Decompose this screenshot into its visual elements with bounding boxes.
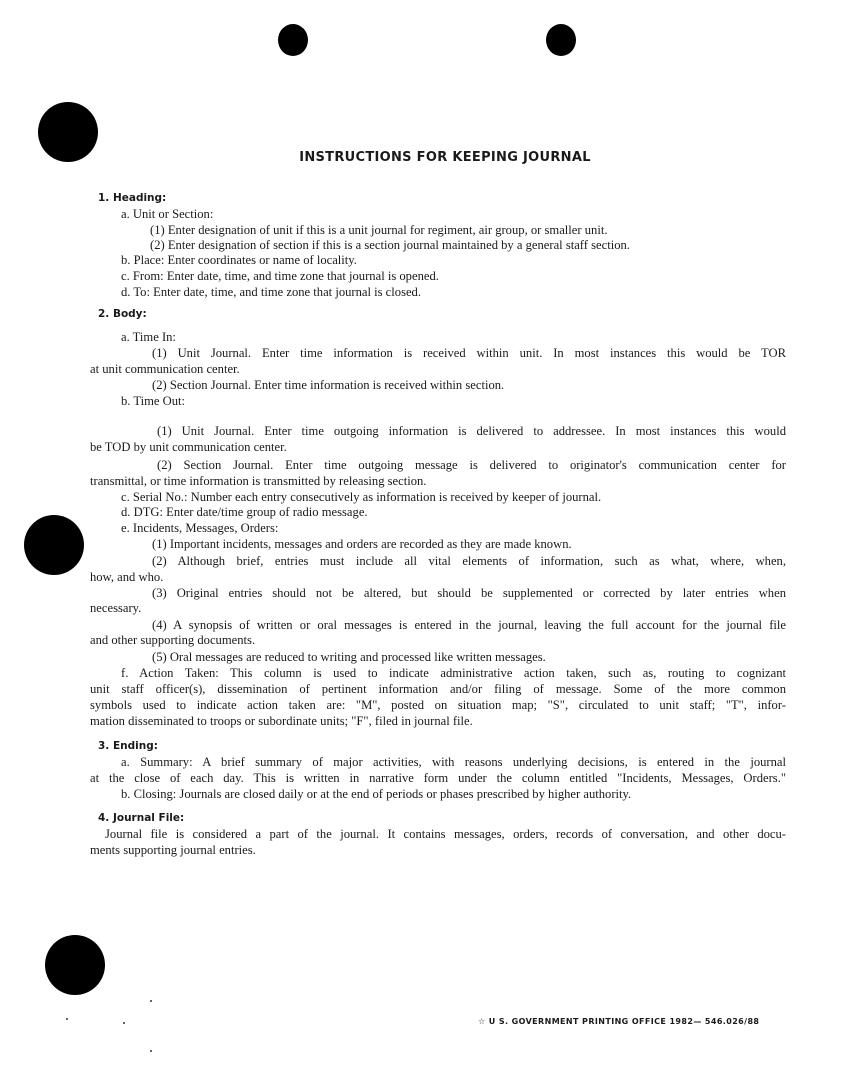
item-b: b. Time Out: bbox=[121, 394, 186, 408]
item-e2-cont: how, and who. bbox=[90, 570, 164, 584]
item-e: e. Incidents, Messages, Orders: bbox=[121, 521, 279, 535]
item-a-cont: at the close of each day. This is written in narrative form under the column entitled "Incidents, Messages, Orders." bbox=[90, 771, 786, 785]
scan-speck bbox=[66, 1018, 68, 1020]
punch-hole bbox=[546, 24, 576, 56]
item-b2-cont: transmittal, or time information is transmitted by releasing section. bbox=[90, 474, 427, 488]
section-heading-2: 2. Body: bbox=[98, 308, 147, 320]
section-heading-1: 1. Heading: bbox=[98, 192, 167, 204]
item-e1: (1) Important incidents, messages and orders are recorded as they are made known. bbox=[152, 537, 572, 551]
item-a1-cont: at unit communication center. bbox=[90, 362, 240, 376]
item-a2: (2) Enter designation of section if this is a section journal maintained by a general staff section. bbox=[150, 238, 630, 252]
item-e5: (5) Oral messages are reduced to writing and processed like written messages. bbox=[152, 650, 546, 664]
item-b: b. Closing: Journals are closed daily or at the end of periods or phases prescribed by higher authority. bbox=[121, 787, 632, 801]
punch-hole bbox=[45, 935, 105, 995]
punch-hole bbox=[24, 515, 84, 575]
section-heading-3: 3. Ending: bbox=[98, 740, 158, 752]
item-d: d. DTG: Enter date/time group of radio message. bbox=[121, 505, 368, 519]
item-a: a. Summary: A brief summary of major activities, with reasons underlying decisions, is entered in the journal bbox=[121, 755, 786, 769]
printing-office-footer: ☆ U S. GOVERNMENT PRINTING OFFICE 1982— 546.026/88 bbox=[478, 1017, 760, 1026]
item-e4-cont: and other supporting documents. bbox=[90, 633, 256, 647]
item-b1-cont: be TOD by unit communication center. bbox=[90, 440, 287, 454]
item-a2: (2) Section Journal. Enter time information is received within section. bbox=[152, 378, 505, 392]
item-c: c. From: Enter date, time, and time zone that journal is opened. bbox=[121, 269, 439, 283]
item-a1: (1) Enter designation of unit if this is a unit journal for regiment, air group, or smaller unit. bbox=[150, 223, 608, 237]
journal-file-text: Journal file is considered a part of the journal. It contains messages, orders, records of conversation, and other docu- bbox=[105, 827, 786, 841]
item-e4: (4) A synopsis of written or oral messages is entered in the journal, leaving the full account for the journal file bbox=[152, 618, 786, 632]
item-e3: (3) Original entries should not be altered, but should be supplemented or corrected by later entries when bbox=[152, 586, 786, 600]
item-d: d. To: Enter date, time, and time zone that journal is closed. bbox=[121, 285, 422, 299]
item-e2: (2) Although brief, entries must include all vital elements of information, such as what, where, when, bbox=[152, 554, 786, 568]
item-b: b. Place: Enter coordinates or name of locality. bbox=[121, 253, 357, 267]
scan-speck bbox=[150, 1050, 152, 1052]
item-f: f. Action Taken: This column is used to indicate administrative action taken, such as, routing to cognizant bbox=[121, 666, 786, 680]
journal-file-text-cont: ments supporting journal entries. bbox=[90, 843, 256, 857]
item-b1: (1) Unit Journal. Enter time outgoing information is delivered to addressee. In most instances this would bbox=[157, 424, 786, 438]
scan-speck bbox=[150, 1000, 152, 1002]
page-title: INSTRUCTIONS FOR KEEPING JOURNAL bbox=[299, 150, 591, 165]
punch-hole bbox=[278, 24, 308, 56]
item-f-cont: unit staff officer(s), dissemination of pertinent information and/or filing of message. Some of the more common bbox=[90, 682, 786, 696]
item-e3-cont: necessary. bbox=[90, 601, 142, 615]
scan-speck bbox=[123, 1022, 125, 1024]
item-a1: (1) Unit Journal. Enter time information is received within unit. In most instances this would be TOR bbox=[152, 346, 786, 360]
item-b2: (2) Section Journal. Enter time outgoing message is delivered to originator's communication center for bbox=[157, 458, 786, 472]
item-c: c. Serial No.: Number each entry consecutively as information is received by keeper of journal. bbox=[121, 490, 602, 504]
section-heading-4: 4. Journal File: bbox=[98, 812, 185, 824]
item-f-cont: symbols used to indicate action taken are: "M", posted on situation map; "S", circulated to unit staff; "T", infor- bbox=[90, 698, 786, 712]
item-a: a. Unit or Section: bbox=[121, 207, 214, 221]
item-f-cont: mation disseminated to troops or subordinate units; "F", filed in journal file. bbox=[90, 714, 473, 728]
item-a: a. Time In: bbox=[121, 330, 176, 344]
